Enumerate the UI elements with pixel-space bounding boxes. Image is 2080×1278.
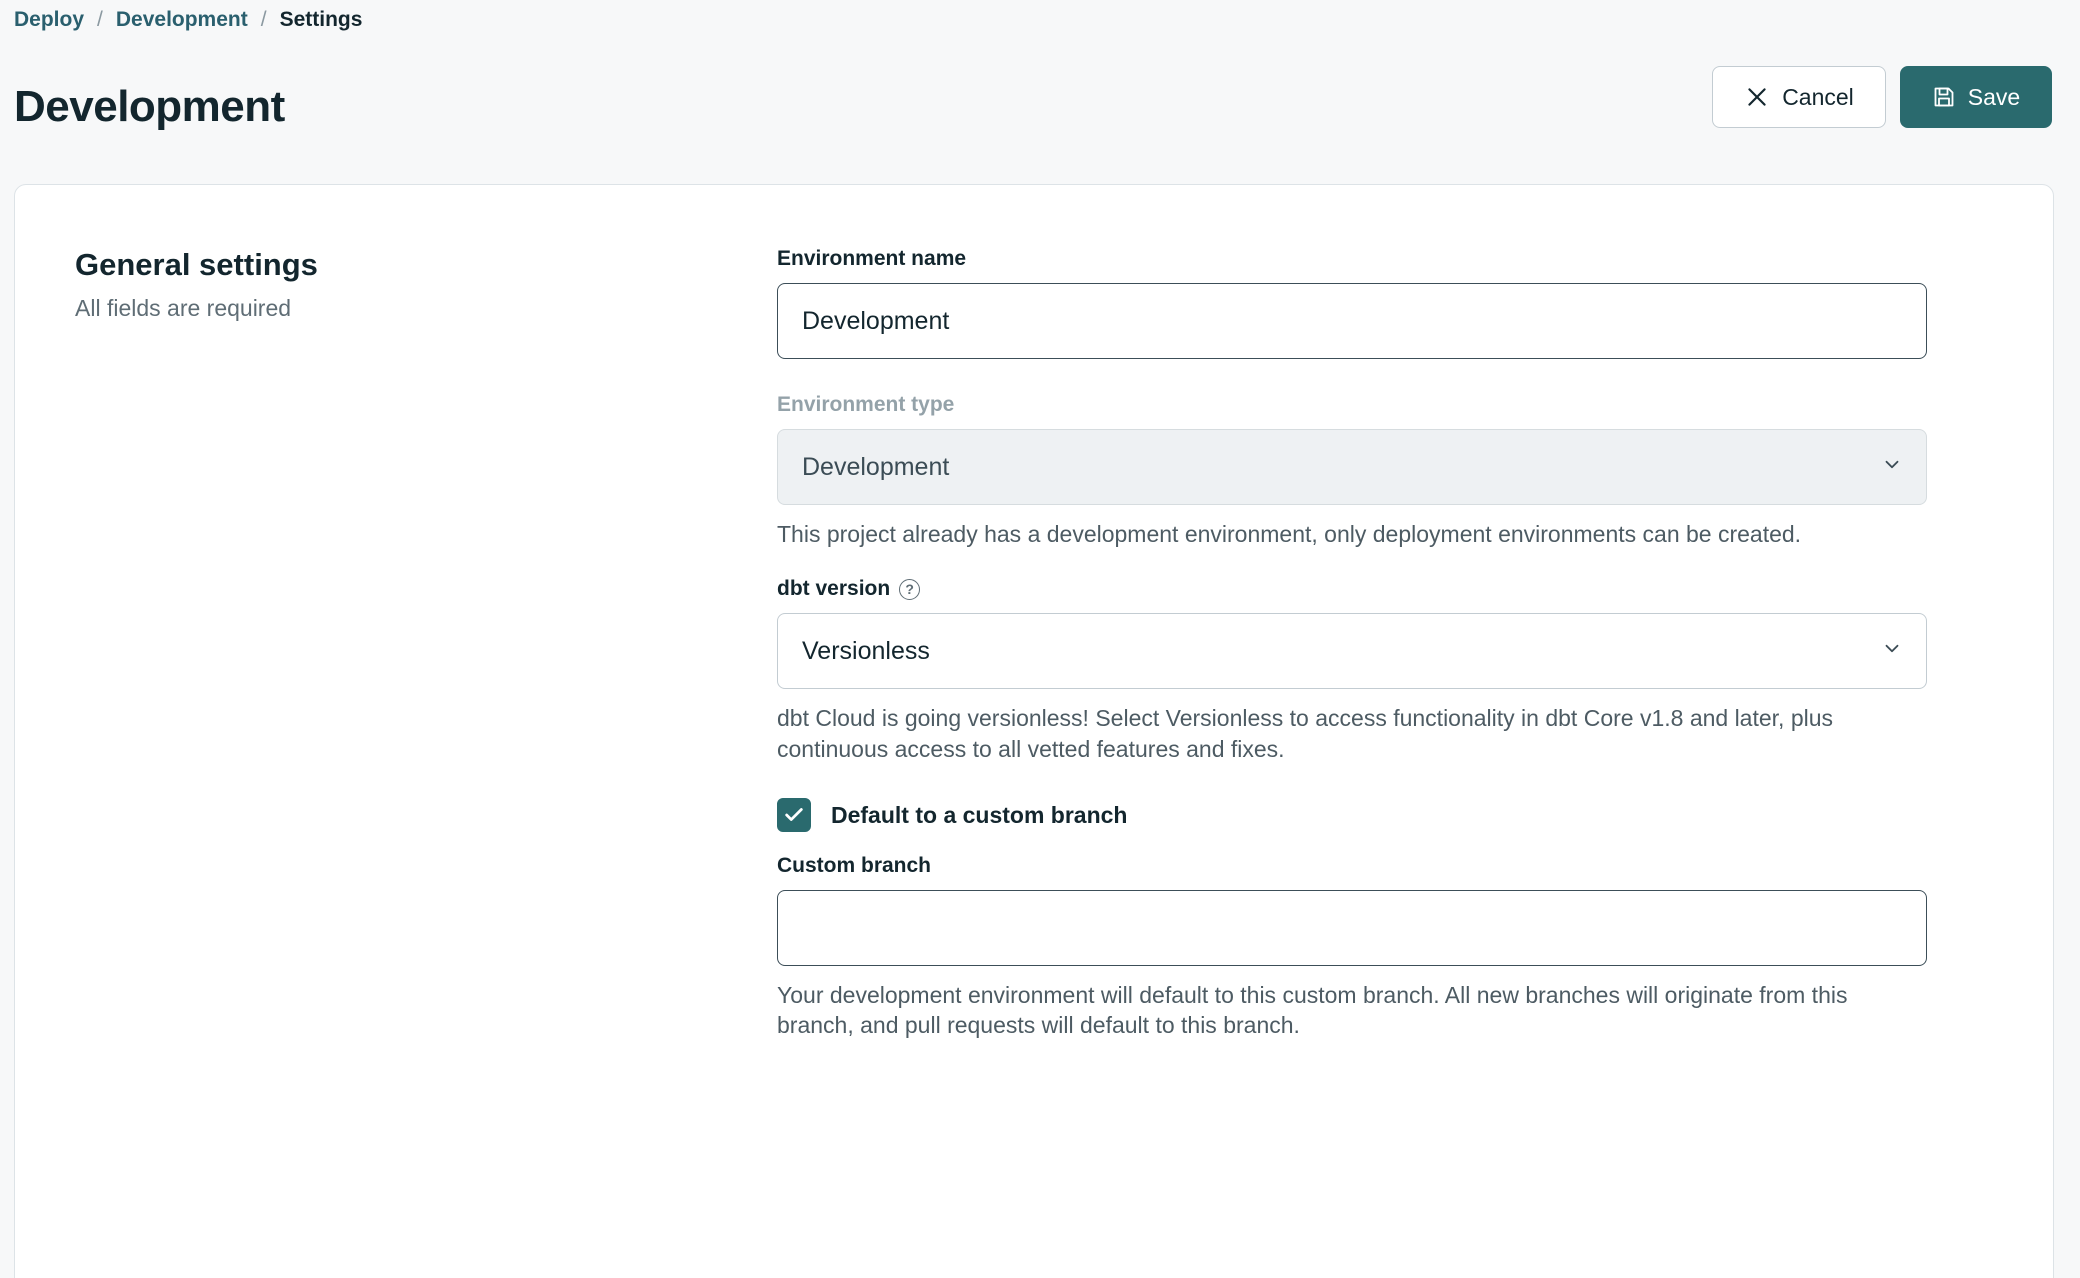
card-inner	[15, 185, 2053, 1278]
question-mark-icon[interactable]: ?	[899, 579, 920, 600]
dbt-version-hint: dbt Cloud is going versionless! Select Versionless to access functionality in dbt Core v1.8 and later, plus continuous access to all vetted features and fixes.	[777, 705, 1834, 762]
environment-name-input[interactable]	[777, 283, 1927, 359]
environment-type-select-value[interactable]: Development	[777, 429, 1927, 505]
dbt-version-select[interactable]	[777, 613, 1927, 689]
breadcrumb-separator: /	[260, 8, 267, 31]
save-button-label: Save	[1967, 83, 2021, 110]
section-title: General settings	[75, 247, 318, 282]
custom-branch-label: Custom branch	[777, 854, 932, 878]
section-subtitle: All fields are required	[75, 295, 292, 321]
dbt-version-label	[777, 577, 1927, 601]
breadcrumb-item-deploy[interactable]: Deploy	[14, 8, 85, 31]
page-title: Development	[14, 82, 285, 131]
general-settings-card	[14, 184, 2054, 1278]
header-actions	[1712, 66, 2052, 128]
breadcrumb-item-development[interactable]: Development	[115, 8, 248, 31]
custom-branch-checkbox[interactable]	[777, 798, 811, 832]
breadcrumb-item-settings: Settings	[279, 8, 363, 31]
custom-branch-checkbox-label[interactable]: Default to a custom branch	[831, 801, 1128, 828]
field-environment-type	[777, 393, 1927, 549]
section-header	[75, 247, 675, 322]
save-disk-icon	[1932, 85, 1956, 109]
field-dbt-version	[777, 577, 1927, 764]
save-button[interactable]	[1900, 66, 2052, 128]
cancel-button[interactable]	[1712, 66, 1886, 128]
page-header	[14, 66, 2052, 148]
custom-branch-input[interactable]	[777, 890, 1927, 966]
environment-type-select[interactable]	[777, 429, 1927, 505]
dbt-version-label-text: dbt version	[777, 577, 891, 601]
settings-form	[777, 247, 1927, 1041]
custom-branch-toggle-row[interactable]	[777, 798, 1927, 832]
close-icon	[1744, 84, 1770, 110]
environment-name-label: Environment name	[777, 247, 967, 270]
dbt-version-select-value[interactable]: Versionless	[777, 613, 1927, 689]
environment-type-hint: This project already has a development environment, only deployment environments can be created.	[777, 521, 1802, 547]
breadcrumb-separator: /	[97, 8, 103, 31]
breadcrumb	[14, 8, 362, 32]
custom-branch-hint: Your development environment will default to this custom branch. All new branches will originate from this branch, and pull requests will default to this branch.	[777, 982, 1848, 1039]
field-custom-branch	[777, 854, 1927, 1041]
field-environment-name	[777, 247, 1927, 359]
environment-type-label: Environment type	[777, 393, 955, 416]
cancel-button-label: Cancel	[1782, 83, 1854, 110]
